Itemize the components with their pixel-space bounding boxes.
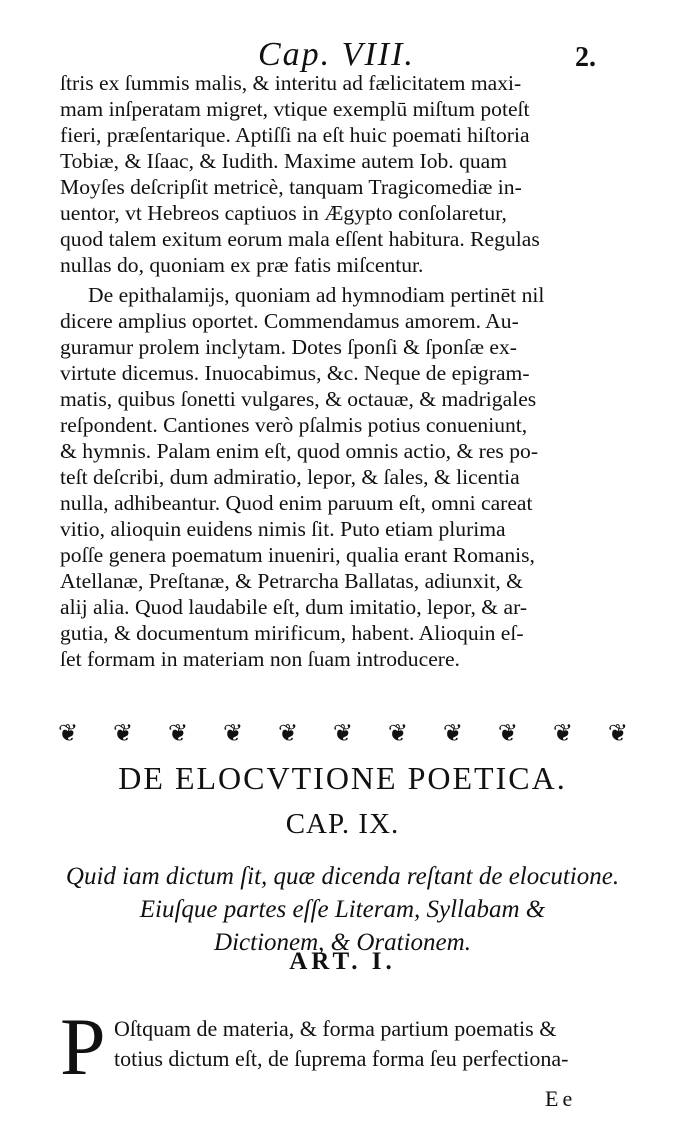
paragraph-2 [60,282,630,672]
text-line: fieri, præſentarique. Aptiſſi na eſt huic poemati hiſtoria [60,123,530,147]
text-line: poſſe genera poematum inueniri, qualia erant Romanis, [60,543,535,567]
text-line: Atellanæ, Preſtanæ, & Petrarcha Ballatas, adiunxit, & [60,569,523,593]
article-heading: ART. I. [289,948,396,975]
catchword: Ee [545,1086,577,1111]
text-line: quod talem exitum eorum mala eſſent habitura. Regulas [60,227,540,251]
body-text [60,70,630,672]
fleuron-icon: ❦ [497,719,518,747]
fleuron-icon: ❦ [607,719,628,747]
text-line: Oſtquam de materia, & forma partium poematis & [114,1016,557,1041]
text-line: matis, quibus ſonetti vulgares, & octauæ, & madrigales [60,387,537,411]
text-line: alij alia. Quod laudabile eſt, dum imitatio, lepor, & ar- [60,595,528,619]
text-line: ſtris ex ſummis malis, & interitu ad fælicitatem maxi- [60,71,522,95]
fleuron-icon: ❦ [277,719,299,747]
page-number: 2. [575,42,596,73]
fleuron-icon: ❦ [387,719,409,747]
text-line: gutia, & documentum mirificum, habent. Alioquin eſ- [60,621,524,645]
ornament-band [58,716,628,750]
text-line: ſet formam in materiam non ſuam introducere. [60,647,460,671]
text-line: teſt deſcribi, dum admiratio, lepor, & ſales, & licentia [60,465,520,489]
summary-line: Dictionem, & Orationem. [214,929,471,956]
text-line: totius dictum eſt, de ſuprema forma ſeu perfectiona- [114,1046,569,1071]
summary-line: Quid iam dictum ſit, quæ dicenda reſtant de elocutione. [65,863,620,890]
text-line: nulla, adhibeantur. Quod enim paruum eſt, omni careat [60,491,533,515]
opening-paragraph [114,1014,654,1074]
text-line: guramur prolem inclytam. Dotes ſponſi & ſponſæ ex- [60,335,517,359]
fleuron-icon: ❦ [58,719,79,747]
drop-cap: P [60,1001,106,1092]
running-head-title: Cap. VIII. [258,36,415,73]
chapter-heading: CAP. IX. [285,808,400,840]
text-line: virtute dicemus. Inuocabimus, &c. Neque de epigram- [60,361,530,385]
chapter-summary [40,860,645,959]
text-line: Moyſes deſcripſit metricè, tanquam Tragicomediæ in- [60,175,522,199]
fleuron-icon: ❦ [442,719,463,747]
fleuron-icon: ❦ [552,719,573,747]
summary-line: Eiuſque partes eſſe Literam, Syllabam & [139,896,546,923]
text-line: uentor, vt Hebreos captiuos in Ægypto conſolaretur, [60,201,507,225]
text-line: De epithalamijs, quoniam ad hymnodiam pertinēt nil [88,283,545,307]
fleuron-icon: ❦ [332,719,354,747]
section-title: DE ELOCVTIONE POETICA. [118,760,567,796]
text-line: & hymnis. Palam enim eſt, quod omnis actio, & res po- [60,439,539,463]
fleuron-icon: ❦ [112,719,134,747]
text-line: nullas do, quoniam ex præ fatis miſcentur. [60,253,424,277]
text-line: mam inſperatam migret, vtique exemplū miſtum poteſt [60,97,530,121]
text-line: Tobiæ, & Iſaac, & Iudith. Maxime autem Iob. quam [60,149,508,173]
fleuron-icon: ❦ [222,719,244,747]
fleuron-icon: ❦ [167,719,189,747]
paragraph-1 [60,70,630,278]
text-line: dicere amplius oportet. Commendamus amorem. Au- [60,309,519,333]
text-line: reſpondent. Cantiones verò pſalmis potius conueniunt, [60,413,528,437]
text-line: vitio, alioquin euidens nimis ſit. Puto etiam plurima [60,517,506,541]
